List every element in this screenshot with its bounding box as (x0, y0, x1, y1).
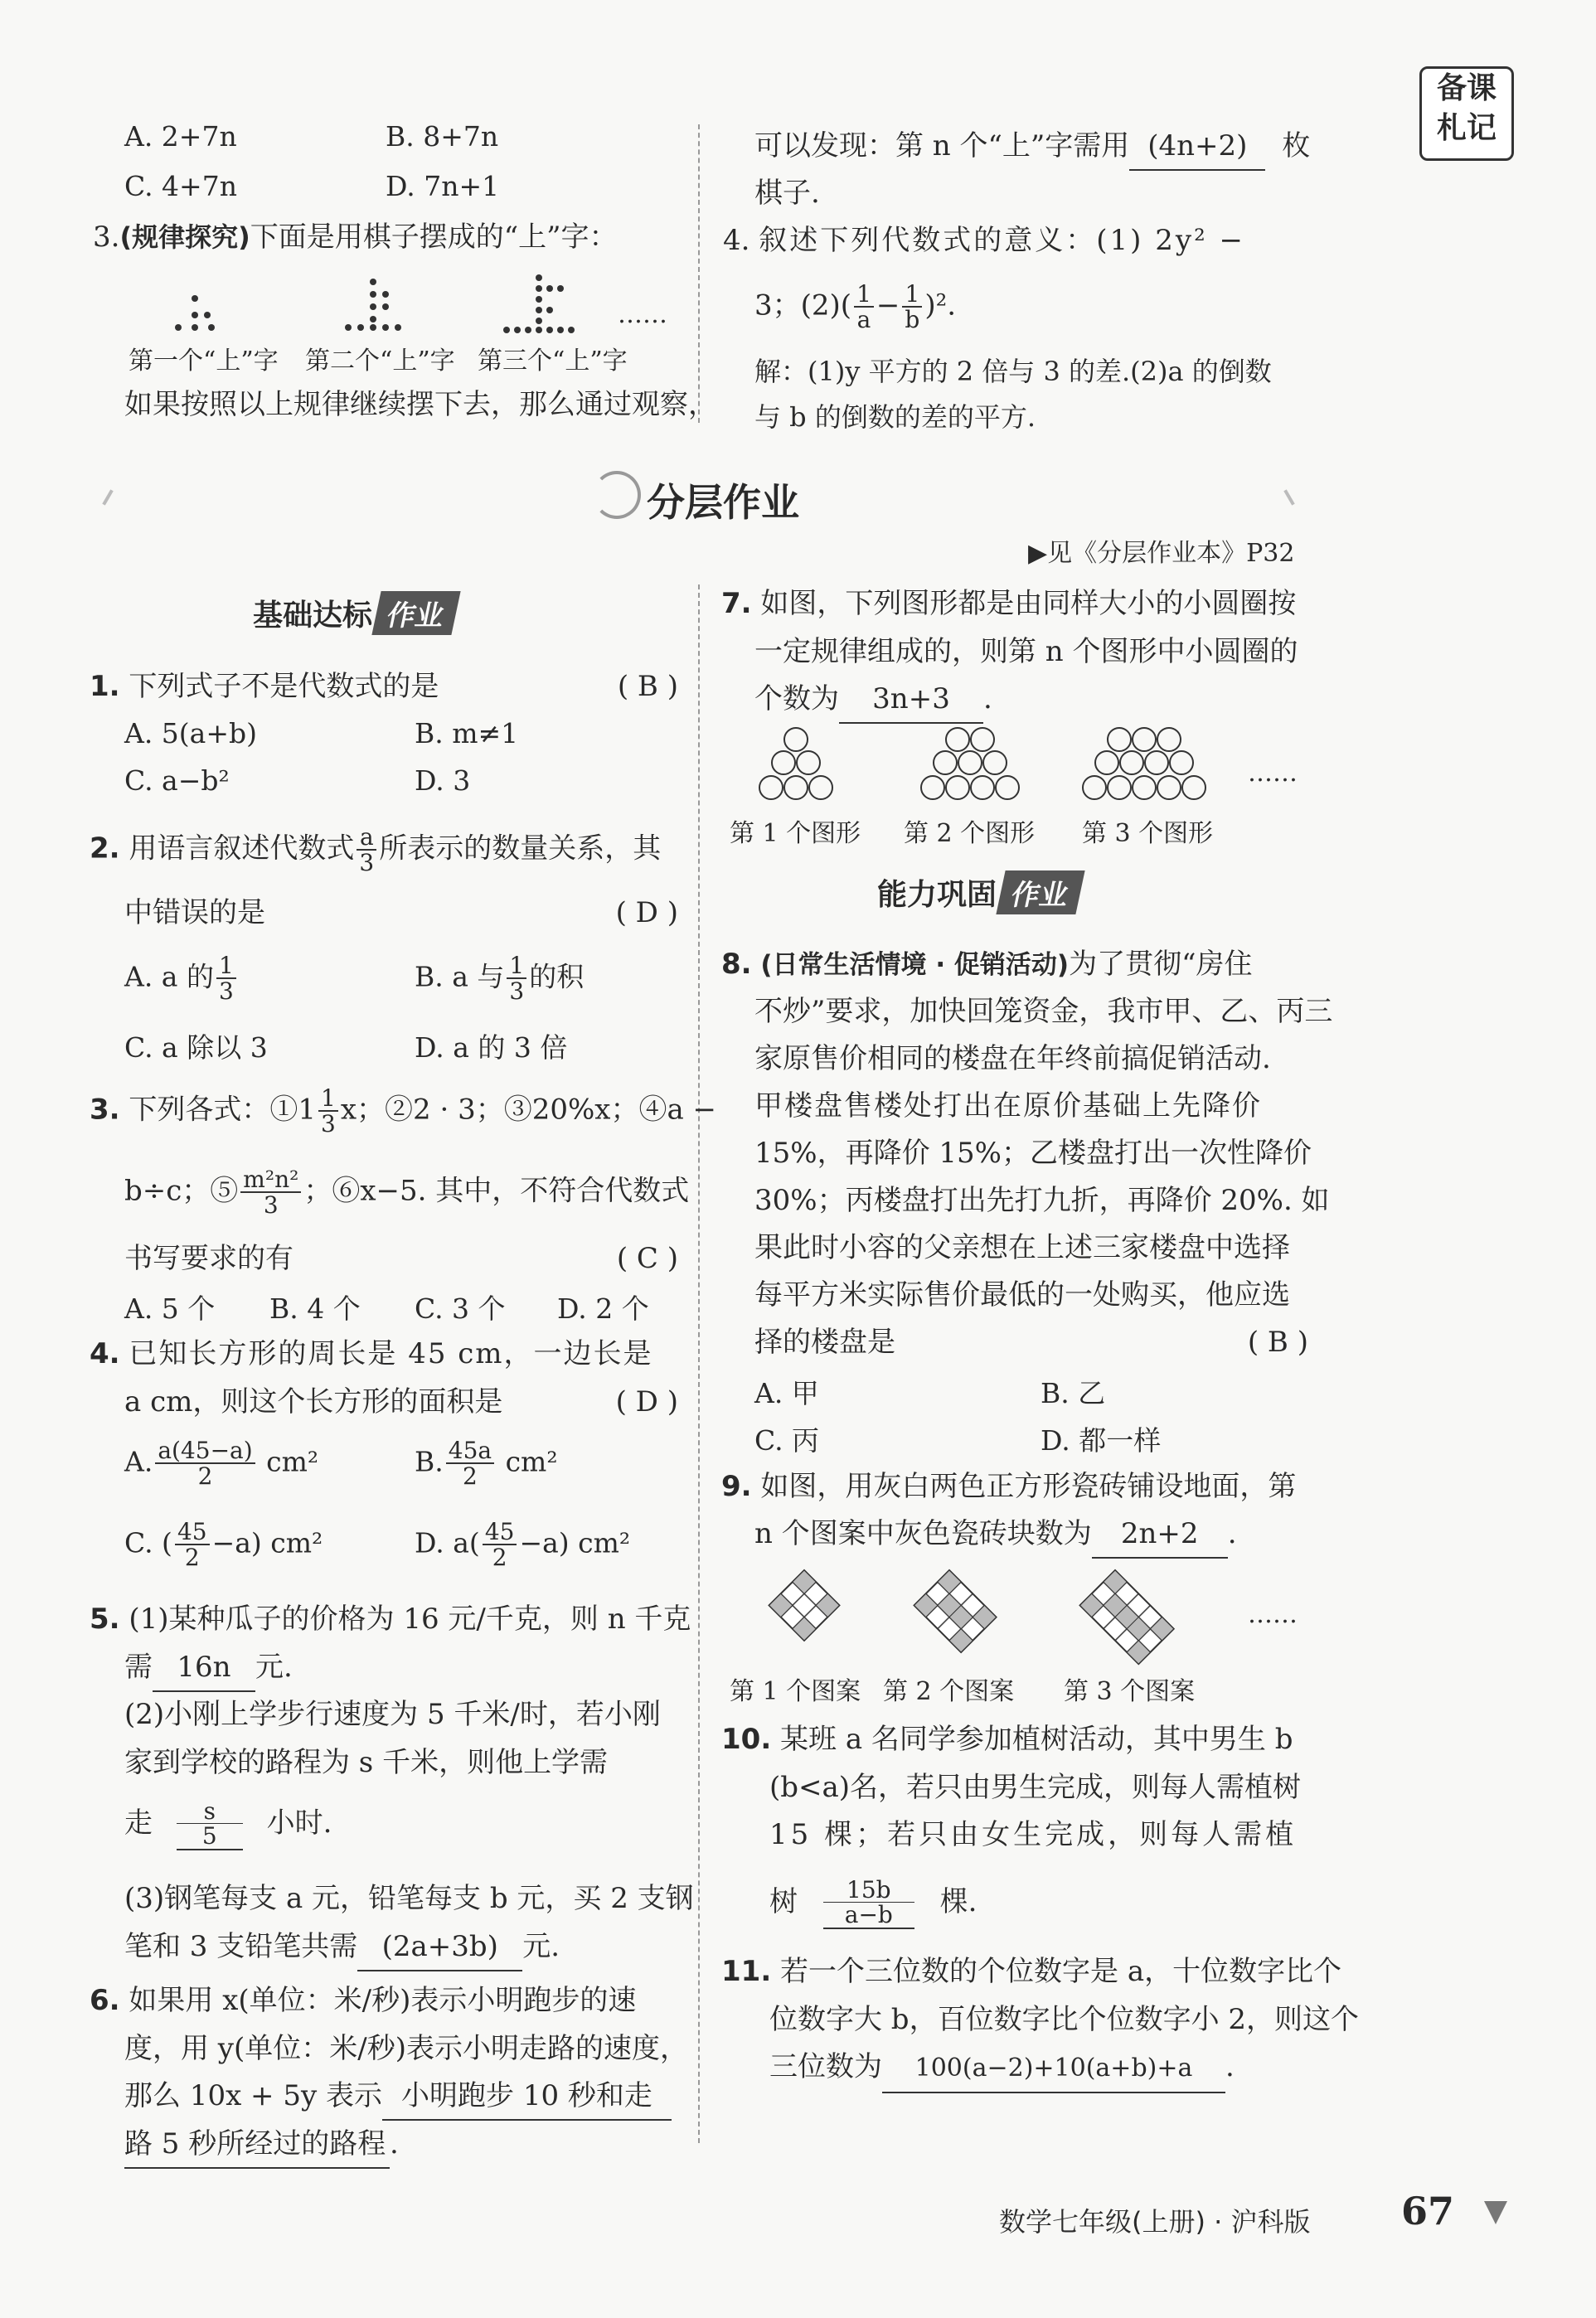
top-q3-end-2: 棋子. (754, 177, 820, 210)
top-q4-minus: − (876, 289, 900, 322)
q11-answer: 100(a−2)+10(a+b)+a (882, 2045, 1225, 2093)
basic-heading-text: 基础达标 (253, 599, 373, 633)
q9-text-1: 如图，用灰白两色正方形瓷砖铺设地面，第 (760, 1470, 1297, 1503)
q4-answer: D (635, 1385, 658, 1418)
q3-text-1b: x；②2 · 3；③20%x；④a − (340, 1093, 717, 1127)
q8-line-4: 甲楼盘售楼处打出在原价基础上先降价 (754, 1089, 1262, 1123)
q5-part2-b: 家到学校的路程为 s 千米，则他上学需 (124, 1746, 609, 1779)
q5-part3-answer-line (124, 1923, 560, 1971)
q11-line-2: 位数字大 b，百位数字比个位数字小 2，则这个 (769, 2003, 1360, 2036)
ability-heading (877, 870, 1080, 914)
q2-stem-2: 中错误的是 ( D ) (124, 896, 678, 929)
q4-text-2: a cm，则这个长方形的面积是 (124, 1385, 503, 1418)
section-rule-left (102, 489, 113, 505)
q5-p3b: 笔和 3 支铅笔共需 (124, 1930, 358, 1963)
top-q4-line-1 (723, 217, 1245, 264)
footer-arrow-icon (1484, 2201, 1507, 2224)
q5-p1c: 元. (255, 1651, 293, 1684)
q4-stem-1 (90, 1331, 653, 1377)
q11-text-3: 三位数为 (769, 2050, 882, 2083)
q5-part1-answer-line (124, 1644, 293, 1692)
q10-line-3: 15 棵；若只由女生完成，则每人需植 (769, 1818, 1298, 1851)
q10-label: 10. (721, 1723, 772, 1756)
shang-figure-1 (175, 295, 215, 331)
top-q4-text-2b: )². (924, 289, 957, 322)
top-q4-label: 4. (723, 224, 750, 257)
q4-option-b (415, 1438, 558, 1489)
q3-text-1a: 下列各式：①1 (129, 1093, 317, 1127)
q9-line-1 (721, 1463, 1296, 1510)
top-q3-continue-2: 可以发现：第 n 个“上”字需用 (754, 129, 1130, 162)
footer-book-title: 数学七年级(上册) · 沪科版 (999, 2206, 1311, 2238)
q10-end: 棵. (939, 1884, 977, 1918)
circle-caption-1: 第 1 个图形 (730, 819, 861, 848)
top-q3-label: 3. (93, 221, 120, 254)
q11-text-1: 若一个三位数的个位数字是 a，十位数字比个 (780, 1955, 1342, 1988)
q8-line-3: 家原售价相同的楼盘在年终前搞促销活动. (754, 1042, 1271, 1075)
q6-label: 6. (90, 1984, 120, 2017)
top-q4-frac1-num: 1 (854, 282, 874, 308)
q8-text-1: 为了贯彻“房住 (1069, 948, 1253, 981)
top-q3-line (93, 214, 617, 260)
top-q3-answer-line (754, 123, 1310, 171)
circle-figure-1 (759, 728, 832, 799)
circle-figures (730, 721, 1293, 812)
q4-b-den: 2 (463, 1462, 478, 1491)
q3-text-3: 书写要求的有 (124, 1242, 293, 1275)
q4-a-den: 2 (197, 1462, 213, 1491)
tile-figures (746, 1567, 1310, 1666)
q3-frac-den: 3 (263, 1191, 279, 1220)
tile-pattern-3 (1080, 1570, 1174, 1664)
q1-option-b: B. m≠1 (415, 717, 519, 749)
q4-d-num: 45 (483, 1520, 517, 1545)
top-q4-solution-1: 解：(1)y 平方的 2 倍与 3 的差.(2)a 的倒数 (754, 356, 1272, 387)
top-column-divider (698, 124, 700, 423)
ability-heading-tag: 作业 (996, 870, 1084, 914)
q2-text-1: 用语言叙述代数式 (129, 832, 355, 866)
q7-text-3: 个数为 (754, 682, 839, 715)
q4-d-den: 2 (492, 1544, 507, 1572)
q10-line-4 (769, 1878, 977, 1929)
q1-label: 1. (90, 670, 120, 703)
page-number: 67 (1401, 2189, 1455, 2233)
q10-answer-den: a−b (844, 1901, 893, 1929)
q5-answer-3: (2a+3b) (357, 1923, 522, 1971)
q8-line-9: 择的楼盘是 ( B ) (754, 1326, 1308, 1359)
top-q4-text-1: 叙述下列代数式的意义：(1) 2y² − (759, 224, 1245, 257)
q3-mixed-num: 1 (318, 1086, 338, 1112)
section-title: 分层作业 (647, 480, 799, 525)
q8-option-c: C. 丙 (754, 1424, 820, 1457)
shang-caption-1: 第一个“上”字 (129, 347, 279, 376)
q4-a-num: a(45−a) (155, 1438, 255, 1464)
q2-text-3: 中错误的是 (124, 896, 265, 929)
q1-text: 下列式子不是代数式的是 (129, 670, 439, 703)
q3-label: 3. (90, 1093, 120, 1127)
main-column-divider (698, 584, 700, 2143)
q11-end: . (1225, 2050, 1235, 2083)
basic-heading (253, 591, 456, 635)
q5-answer-2-den: 5 (201, 1822, 217, 1850)
tile-caption-2: 第 2 个图案 (883, 1677, 1015, 1706)
q2-option-c: C. a 除以 3 (124, 1031, 268, 1064)
q5-part2-answer-line (124, 1799, 332, 1850)
section-swirl-icon (593, 471, 641, 519)
top-q4-frac2-den: b (905, 306, 920, 334)
q7-answer: 3n+3 (839, 676, 983, 724)
q2-option-d: D. a 的 3 倍 (415, 1031, 568, 1064)
q6-answer-1: 小明跑步 10 秒和走 (382, 2073, 672, 2121)
tile-caption-1: 第 1 个图案 (730, 1677, 861, 1706)
q8-line-1 (721, 941, 1252, 988)
shang-caption-3: 第三个“上”字 (478, 347, 628, 376)
q6-line-4 (124, 2121, 399, 2169)
q6-end: . (390, 2127, 399, 2160)
q5-label: 5. (90, 1603, 120, 1636)
q5-answer-2-num: s (177, 1799, 243, 1824)
q8-answer: B (1267, 1326, 1288, 1359)
tile-caption-3: 第 3 个图案 (1064, 1677, 1196, 1706)
q8-line-6: 30%；丙楼盘打出先打九折，再降价 20%. 如 (754, 1184, 1330, 1217)
q6-text-3: 那么 10x + 5y 表示 (124, 2079, 382, 2112)
q2-frac-den: 3 (359, 849, 375, 877)
q11-line-3 (769, 2044, 1235, 2093)
basic-heading-tag: 作业 (371, 591, 460, 635)
q2-text-2: 所表示的数量关系，其 (379, 832, 662, 866)
q5-part2: (2)小刚上学步行速度为 5 千米/时，若小刚 (124, 1698, 661, 1731)
top-q4-line-2 (754, 282, 956, 332)
q6-line-2: 度，用 y(单位：米/秒)表示小明走路的速度， (124, 2032, 688, 2065)
q8-option-d: D. 都一样 (1041, 1424, 1162, 1457)
section-rule-right (1283, 489, 1294, 505)
q4-text-1: 已知长方形的周长是 45 cm，一边长是 (129, 1337, 653, 1370)
q11-label: 11. (721, 1955, 772, 1988)
q2-a-num: 1 (216, 953, 236, 979)
top-q4-frac2-num: 1 (902, 282, 922, 308)
q2-b-num: 1 (507, 953, 526, 979)
q6-answer-2: 路 5 秒所经过的路程 (124, 2121, 390, 2169)
q1-stem: 1. 下列式子不是代数式的是 ( B ) (90, 670, 678, 703)
q4-label: 4. (90, 1337, 120, 1370)
ability-heading-text: 能力巩固 (877, 878, 997, 912)
top-option-c: C. 4+7n (124, 170, 237, 202)
q6-line-1 (90, 1977, 636, 2024)
q9-line-2 (754, 1511, 1237, 1559)
circle-figure-3 (1083, 728, 1205, 799)
q8-option-b: B. 乙 (1041, 1377, 1106, 1409)
q1-option-c: C. a−b² (124, 764, 230, 797)
tile-figures-dots: …… (1248, 1600, 1298, 1629)
q2-b-pre: B. a 与 (415, 960, 505, 993)
q10-text-1: 某班 a 名同学参加植树活动，其中男生 b (780, 1723, 1293, 1756)
top-option-b: B. 8+7n (386, 120, 499, 153)
q2-stem-1 (90, 825, 661, 875)
shang-figure-2 (345, 279, 401, 331)
q9-text-2: n 个图案中灰色瓷砖块数为 (754, 1517, 1092, 1550)
circle-figure-2 (921, 728, 1019, 799)
q5-p1b: 需 (124, 1651, 153, 1684)
q3-frac-num: m²n² (240, 1167, 301, 1193)
circle-caption-3: 第 3 个图形 (1082, 819, 1214, 848)
chess-piece-figures (124, 274, 688, 340)
q9-label: 9. (721, 1470, 752, 1503)
q5-p2d: 小时. (266, 1806, 332, 1840)
q11-line-1 (721, 1948, 1341, 1995)
q8-text-9: 择的楼盘是 (754, 1326, 895, 1359)
q8-label: 8. (721, 948, 752, 981)
q8-option-a: A. 甲 (754, 1377, 819, 1409)
top-q3-continue: 如果按照以上规律继续摆下去，那么通过观察， (124, 388, 716, 421)
q3-stem-3: 书写要求的有 ( C ) (124, 1242, 678, 1275)
circle-figures-dots: …… (1248, 759, 1298, 788)
notes-badge (1419, 66, 1514, 161)
q6-text-1: 如果用 x(单位：米/秒)表示小明跑步的速 (129, 1984, 637, 2017)
circle-caption-2: 第 2 个图形 (904, 819, 1036, 848)
q4-stem-2: a cm，则这个长方形的面积是 ( D ) (124, 1385, 678, 1418)
q10-line-1 (721, 1716, 1293, 1763)
q8-line-5: 15%，再降价 15%；乙楼盘打出一次性降价 (754, 1137, 1312, 1170)
q7-line-3 (754, 676, 992, 724)
q10-text-4: 树 (769, 1884, 798, 1918)
q3-option-c: C. 3 个 (415, 1292, 506, 1325)
top-q4-frac1-den: a (856, 306, 871, 334)
q4-d-post: −a) cm² (519, 1526, 631, 1559)
q3-text-2b: ；⑥x−5. 其中，不符合代数式 (303, 1174, 690, 1208)
q2-frac-num: a (357, 825, 376, 851)
q4-option-d (415, 1520, 630, 1570)
shang-figure-3 (503, 274, 575, 333)
q3-stem-1 (90, 1086, 716, 1137)
top-q3-answer: (4n+2) (1129, 123, 1265, 171)
q2-a-pre: A. a 的 (124, 960, 214, 993)
q1-option-d: D. 3 (415, 764, 471, 797)
q4-d-pre: D. a( (415, 1526, 480, 1559)
q5-part3: (3)钢笔每支 a 元，铅笔每支 b 元，买 2 支钢 (124, 1882, 694, 1915)
q9-answer: 2n+2 (1092, 1511, 1228, 1559)
top-q3-end-1: 枚 (1282, 129, 1311, 162)
badge-line-2: 札记 (1436, 111, 1497, 145)
q2-b-den: 3 (509, 977, 525, 1006)
badge-line-1: 备课 (1436, 71, 1497, 105)
q6-line-3 (124, 2073, 672, 2121)
q5-p1: (1)某种瓜子的价格为 16 元/千克，则 n 千克 (129, 1603, 691, 1636)
q3-option-b: B. 4 个 (269, 1292, 361, 1325)
q4-c-pre: C. ( (124, 1526, 172, 1559)
q3-stem-2 (124, 1167, 689, 1218)
q3-option-a: A. 5 个 (124, 1292, 216, 1325)
q4-a-unit: cm² (266, 1445, 319, 1478)
top-option-d: D. 7n+1 (386, 170, 500, 202)
q2-a-den: 3 (218, 977, 234, 1006)
q2-b-post: 的积 (529, 960, 585, 993)
q7-end: . (983, 682, 992, 715)
q8-line-2: 不炒”要求，加快回笼资金，我市甲、乙、丙三 (754, 995, 1333, 1028)
q8-tag: (日常生活情境 · 促销活动) (760, 950, 1070, 980)
top-option-a: A. 2+7n (124, 120, 237, 153)
q10-answer-num: 15b (823, 1878, 914, 1903)
q4-c-den: 2 (184, 1544, 200, 1572)
q4-a-pre: A. (124, 1445, 153, 1478)
q2-option-b (415, 953, 584, 1004)
top-q3-tag: (规律探究) (119, 221, 250, 253)
q7-line-1 (721, 580, 1296, 627)
q5-answer-1: 16n (153, 1644, 255, 1692)
q9-end: . (1227, 1517, 1237, 1550)
q4-b-unit: cm² (505, 1445, 558, 1478)
q4-c-post: −a) cm² (211, 1526, 323, 1559)
q10-line-2: (b<a)名，若只由男生完成，则每人需植树 (769, 1771, 1302, 1804)
q1-answer: B (637, 670, 658, 703)
top-q4-solution-2: 与 b 的倒数的差的平方. (754, 401, 1036, 433)
q4-b-pre: B. (415, 1445, 444, 1478)
q7-line-2: 一定规律组成的，则第 n 个图形中小圆圈的 (754, 635, 1298, 668)
q4-option-c (124, 1520, 323, 1570)
q7-text-1: 如图，下列图形都是由同样大小的小圆圈按 (760, 587, 1297, 620)
q3-option-d: D. 2 个 (557, 1292, 649, 1325)
tile-pattern-2 (914, 1570, 997, 1652)
tile-pattern-1 (769, 1570, 840, 1641)
q8-line-7: 果此时小容的父亲想在上述三家楼盘中选择 (754, 1231, 1290, 1264)
q5-p3c: 元. (522, 1930, 560, 1963)
q3-text-2a: b÷c；⑤ (124, 1174, 239, 1208)
shang-caption-2: 第二个“上”字 (305, 347, 455, 376)
q4-c-num: 45 (175, 1520, 210, 1545)
q2-option-a (124, 953, 239, 1004)
top-q3-text: 下面是用棋子摆成的“上”字： (250, 221, 618, 254)
q1-option-a: A. 5(a+b) (124, 717, 258, 749)
top-q4-text-2a: 3；(2)( (754, 289, 852, 322)
q8-line-8: 每平方米实际售价最低的一处购买，他应选 (754, 1278, 1290, 1312)
q5-part1 (90, 1596, 691, 1642)
q5-p2c: 走 (124, 1806, 153, 1840)
q2-label: 2. (90, 832, 120, 866)
q4-option-a (124, 1438, 318, 1489)
shang-dots: …… (618, 300, 667, 329)
q3-answer: C (636, 1242, 658, 1275)
q4-b-num: 45a (446, 1438, 494, 1464)
q2-answer: D (635, 896, 658, 929)
q7-label: 7. (721, 587, 752, 620)
q3-mixed-den: 3 (321, 1110, 336, 1138)
section-reference: ▶见《分层作业本》P32 (1028, 539, 1295, 568)
